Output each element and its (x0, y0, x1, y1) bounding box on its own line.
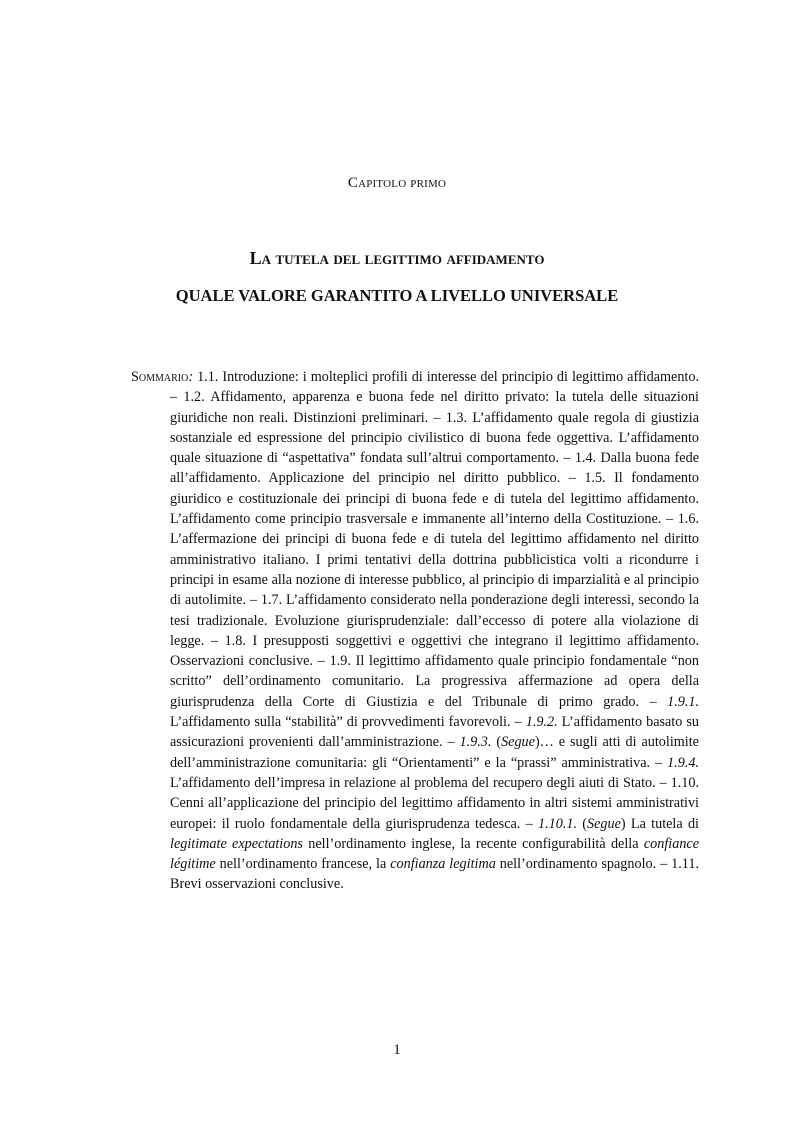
summary-body (170, 369, 699, 892)
summary-text-run: )… e sugli atti di autolimite dell’amministrazione comunitaria: gli “Orientamenti” e la “prassi” amministrativa. – (170, 734, 699, 771)
chapter-title-line-1: La tutela del legittimo affidamento (249, 248, 545, 268)
summary-italic-run: 1.10.1. (538, 815, 578, 832)
summary-colon: : (188, 369, 194, 385)
summary-italic-run: legitimate expectations (170, 835, 303, 852)
summary-text-run: nell’ordinamento spagnolo. – 1.11. Brevi osservazioni conclusive. (170, 856, 699, 893)
summary-label: Sommario (131, 369, 189, 385)
summary-text-run: L’affidamento sulla “stabilità” di provvedimenti favorevoli. – (170, 714, 526, 731)
summary-italic-run: 1.9.3. (459, 734, 492, 751)
summary-italic-run: Segue (501, 734, 535, 751)
summary-italic-run: Segue (587, 815, 621, 832)
summary-text-run: L’affidamento basato su assicurazioni provenienti dall’amministrazione. – (170, 714, 700, 751)
chapter-label: Capitolo primo (347, 175, 447, 191)
summary-italic-run: confiance légitime (170, 835, 700, 873)
summary-text-run: nell’ordinamento francese, la (215, 856, 391, 873)
chapter-title-line-2: QUALE VALORE GARANTITO A LIVELLO UNIVERSALE (175, 286, 619, 305)
summary-text-run: 1.1. Introduzione: i molteplici profili di interesse del principio di legittimo affidamento. – 1.2. Affidamento, apparenza e buona fede nel diritto privato: la tutela delle situazioni giuridiche non reali. Distinzioni preliminari. – 1.3. L’affidamento quale regola di giustizia sostanziale ed espressione del principio civilistico di buona fede oggettiva. L’affidamento quale situazione di “aspettativa” fondata sull’altrui comportamento. – 1.4. Dalla buona fede all’affidamento. Applicazione del principio nel diritto pubblico. – 1.5. Il fondamento giuridico e costituzionale dei principi di buona fede e di tutela del legittimo affidamento. L’affidamento come principio trasversale e immanente all’interno della Costituzione. – 1.6. L’affermazione dei principi di buona fede e di tutela del legittimo affidamento nel diritto amministrativo italiano. I primi tentativi della dottrina pubblicistica volti a ricondurre i principi in esame alla nozione di interesse pubblico, al principio di imparzialità e al principio di autolimite. – 1.7. L’affidamento considerato nella ponderazione degli interessi, secondo la tesi tradizionale. Evoluzione giurisprudenziale: dall’eccesso di potere alla violazione di legge. – 1.8. I presupposti soggettivi e oggettivi che integrano il legittimo affidamento. Osservazioni conclusive. – 1.9. Il legittimo affidamento quale principio fondamentale “non scritto” dell’ordinamento comunitario. La progressiva affermazione ad opera della giurisprudenza della Corte di Giustizia e del Tribunale di primo grado. – (170, 369, 699, 710)
summary-text-run: ) La tutela di (620, 815, 699, 832)
summary-italic-run: 1.9.2. (525, 714, 558, 731)
summary-text-run: L’affidamento dell’impresa in relazione al problema del recupero degli aiuti di Stato. – 1.10. Cenni all’applicazione del principio del legittimo affidamento in altri sistemi amministrativi europei: il ruolo fondamentale della giurisprudenza tedesca. – (170, 774, 699, 832)
summary-italic-run: 1.9.1. (667, 693, 699, 710)
summary-italic-run: confianza legitima (390, 856, 496, 873)
table-of-contents-summary (131, 367, 699, 895)
summary-text-run: nell’ordinamento inglese, la recente configurabilità della (302, 835, 644, 852)
page-number: 1 (393, 1042, 401, 1058)
summary-italic-run: 1.9.4. (667, 754, 699, 771)
summary-text-run: ( (491, 734, 502, 751)
summary-text-run: ( (577, 815, 588, 832)
